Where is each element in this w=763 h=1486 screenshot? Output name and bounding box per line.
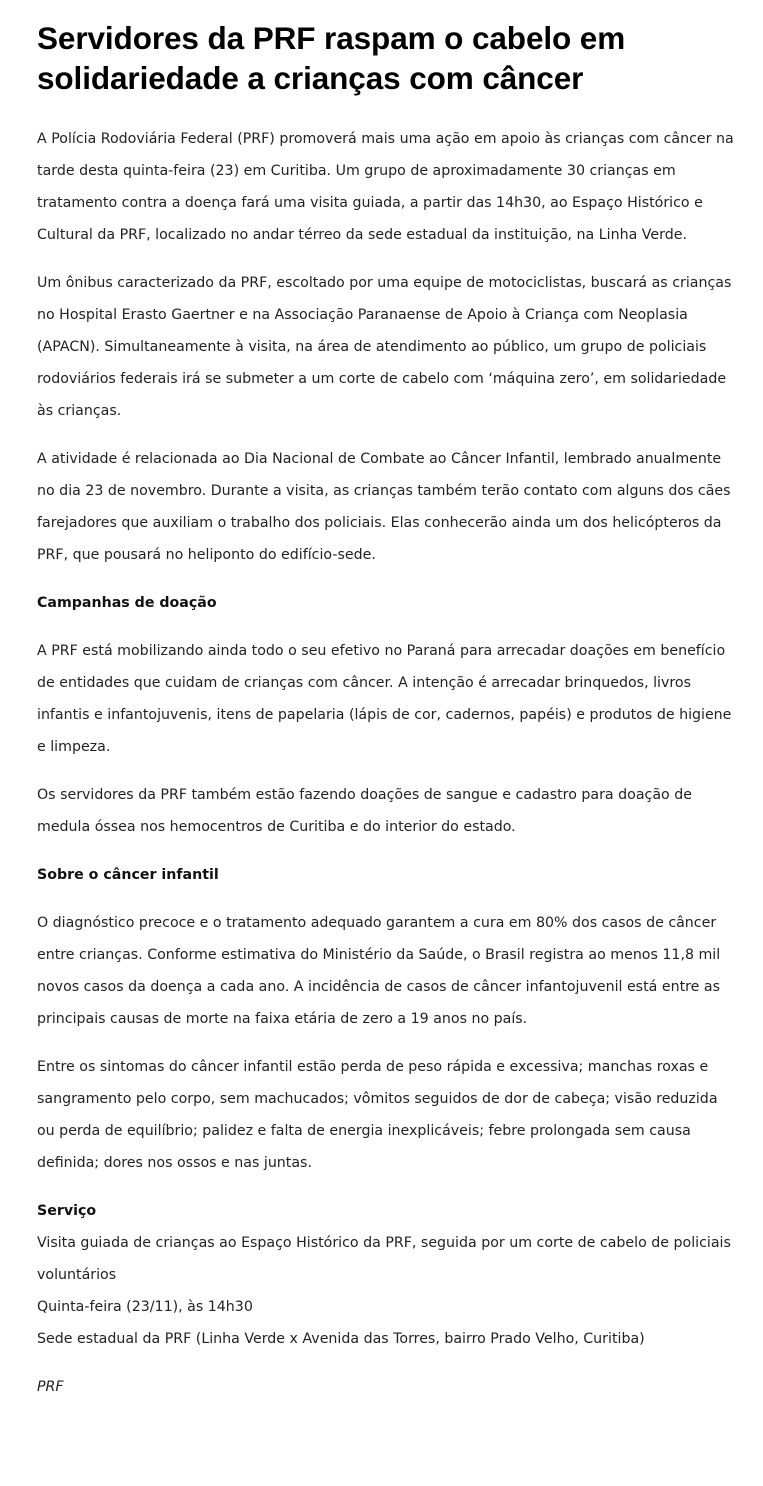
article-title-line-1: Servidores da PRF raspam o cabelo em xyxy=(37,20,626,56)
section-heading-childhood-cancer: Sobre o câncer infantil xyxy=(37,867,219,883)
service-where: Sede estadual da PRF (Linha Verde x Avenida das Torres, bairro Prado Velho, Curitiba) xyxy=(37,1331,645,1347)
service-what: Visita guiada de crianças ao Espaço Histórico da PRF, seguida por um corte de cabelo de policiais voluntários xyxy=(37,1235,731,1283)
article-title-line-2: solidariedade a crianças com câncer xyxy=(37,60,584,96)
paragraph-activity: A atividade é relacionada ao Dia Nacional de Combate ao Câncer Infantil, lembrado anualmente no dia 23 de novembro. Durante a visita, as crianças também terão contato com alguns dos cães farejadores que auxiliam o trabalho dos policiais. Elas conhecerão ainda um dos helicópteros da PRF, que pousará no heliponto do edifício-sede. xyxy=(37,451,731,563)
paragraph-diagnosis: O diagnóstico precoce e o tratamento adequado garantem a cura em 80% dos casos de câncer entre crianças. Conforme estimativa do Ministério da Saúde, o Brasil registra ao menos 11,8 mil novos casos da doença a cada ano. A incidência de casos de câncer infantojuvenil está entre as principais causas de morte na faixa etária de zero a 19 anos no país. xyxy=(37,915,721,1027)
service-when: Quinta-feira (23/11), às 14h30 xyxy=(37,1299,253,1315)
paragraph-blood-donation: Os servidores da PRF também estão fazendo doações de sangue e cadastro para doação de medula óssea nos hemocentros de Curitiba e do interior do estado. xyxy=(37,787,692,835)
paragraph-symptoms: Entre os sintomas do câncer infantil estão perda de peso rápida e excessiva; manchas roxas e sangramento pelo corpo, sem machucados; vômitos seguidos de dor de cabeça; visão reduzida ou perda de equilíbrio; palidez e falta de energia inexplicáveis; febre prolongada sem causa definida; dores nos ossos e nas juntas. xyxy=(37,1059,718,1171)
paragraph-intro: A Polícia Rodoviária Federal (PRF) promoverá mais uma ação em apoio às crianças com câncer na tarde desta quinta-feira (23) em Curitiba. Um grupo de aproximadamente 30 crianças em tratamento contra a doença fará uma visita guiada, a partir das 14h30, ao Espaço Histórico e Cultural da PRF, localizado no andar térreo da sede estadual da instituição, na Linha Verde. xyxy=(37,131,734,243)
service-box xyxy=(37,1195,737,1355)
paragraph-donations: A PRF está mobilizando ainda todo o seu efetivo no Paraná para arrecadar doações em benefício de entidades que cuidam de crianças com câncer. A intenção é arrecadar brinquedos, livros infantis e infantojuvenis, itens de papelaria (lápis de cor, cadernos, papéis) e produtos de higiene e limpeza. xyxy=(37,643,732,755)
section-heading-donations: Campanhas de doação xyxy=(37,595,217,611)
article-title xyxy=(37,18,737,98)
paragraph-bus: Um ônibus caracterizado da PRF, escoltado por uma equipe de motociclistas, buscará as crianças no Hospital Erasto Gaertner e na Associação Paranaense de Apoio à Criança com Neoplasia (APACN). Simultaneamente à visita, na área de atendimento ao público, um grupo de policiais rodoviários federais irá se submeter a um corte de cabelo com ‘máquina zero’, em solidariedade às crianças. xyxy=(37,275,732,419)
article xyxy=(37,18,737,1403)
service-label: Serviço xyxy=(37,1203,97,1219)
article-source: PRF xyxy=(37,1379,64,1395)
